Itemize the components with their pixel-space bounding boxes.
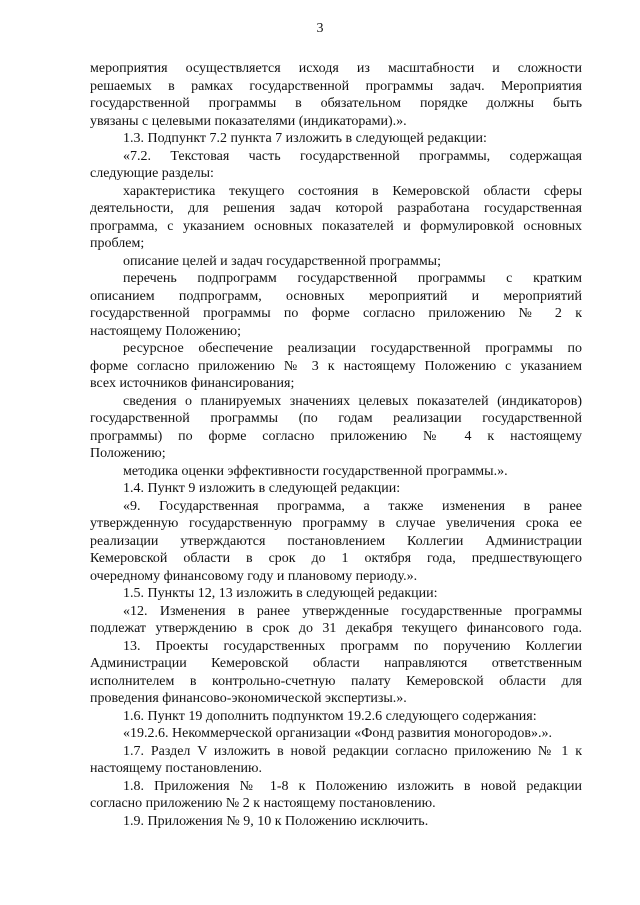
text-line: увязаны с целевыми показателями (индикаторами).». <box>90 113 407 129</box>
text-line: методика оценки эффективности государственной программы.». <box>123 463 508 479</box>
text-line: программы) по форме согласно приложению № 4 к настоящему <box>90 428 582 444</box>
text-line: государственной программы (по годам реализации государственной <box>90 411 582 426</box>
text-line: описанием подпрограмм, основных мероприятий и мероприятий <box>90 288 582 304</box>
text-line: утвержденную государственную программу в случае увеличения срока ее <box>90 516 582 531</box>
text-line: решаемых в рамках государственной программы задач. Мероприятия <box>90 78 582 94</box>
text-line: 1.7. Раздел V изложить в новой редакции согласно приложению № 1 к <box>123 743 582 759</box>
text-line: государственной программы по форме согласно приложению № 2 к <box>90 306 582 321</box>
text-line: сведения о планируемых значениях целевых показателей (индикаторов) <box>123 393 582 409</box>
text-line: проведения финансово-экономической экспертизы.». <box>90 691 407 706</box>
text-line: подлежат утверждению в срок до 31 декабря текущего финансового года. <box>90 621 582 636</box>
text-line: программа, с указанием основных показателей и формулировкой основных <box>90 218 582 234</box>
text-line: настоящему постановлению. <box>90 761 262 776</box>
text-line: проблем; <box>90 236 145 251</box>
text-line: «9. Государственная программа, а также изменения в ранее <box>123 498 582 514</box>
document-body <box>90 60 582 830</box>
text-line: «12. Изменения в ранее утвержденные государственные программы <box>123 603 582 619</box>
text-line: реализации утверждаются постановлением Коллегии Администрации <box>90 533 582 549</box>
text-line: перечень подпрограмм государственной программы с кратким <box>123 271 582 286</box>
text-line: Кемеровской области в срок до 1 октября года, предшествующего <box>90 551 582 566</box>
text-line: форме согласно приложению № 3 к настоящему Положению с указанием <box>90 358 582 374</box>
text-line: очередному финансовому году и плановому периоду.». <box>90 568 418 584</box>
text-line: государственной программы в обязательном порядке должны быть <box>90 96 582 111</box>
text-line: 1.9. Приложения № 9, 10 к Положению исключить. <box>123 813 429 829</box>
text-line: 1.8. Приложения № 1-8 к Положению изложить в новой редакции <box>123 778 582 794</box>
text-line: характеристика текущего состояния в Кемеровской области сферы <box>123 183 582 199</box>
text-line: согласно приложению № 2 к настоящему постановлению. <box>90 796 436 811</box>
text-line: Администрации Кемеровской области направляются ответственным <box>90 656 582 671</box>
text-line: ресурсное обеспечение реализации государственной программы по <box>123 341 582 356</box>
text-line: всех источников финансирования; <box>90 376 295 391</box>
text-line: деятельности, для решения задач которой разработана государственная <box>90 201 582 216</box>
text-line: следующие разделы: <box>90 166 214 181</box>
text-line: описание целей и задач государственной программы; <box>123 253 441 269</box>
text-line: «19.2.6. Некоммерческой организации «Фонд развития моногородов».». <box>123 726 552 741</box>
text-line: мероприятия осуществляется исходя из масштабности и сложности <box>90 61 582 76</box>
text-line: 13. Проекты государственных программ по поручению Коллегии <box>123 638 582 654</box>
text-line: исполнителем в контрольно-счетную палату Кемеровской области для <box>90 673 582 689</box>
text-line: настоящему Положению; <box>90 323 241 339</box>
text-line: 1.6. Пункт 19 дополнить подпунктом 19.2.6 следующего содержания: <box>123 708 537 724</box>
text-line: 1.3. Подпункт 7.2 пункта 7 изложить в следующей редакции: <box>123 131 487 146</box>
text-line: «7.2. Текстовая часть государственной программы, содержащая <box>123 148 582 164</box>
text-line: 1.4. Пункт 9 изложить в следующей редакции: <box>123 481 401 496</box>
text-line: 1.5. Пункты 12, 13 изложить в следующей редакции: <box>123 586 438 601</box>
page-number: 3 <box>316 21 324 36</box>
text-line: Положению; <box>90 446 166 461</box>
